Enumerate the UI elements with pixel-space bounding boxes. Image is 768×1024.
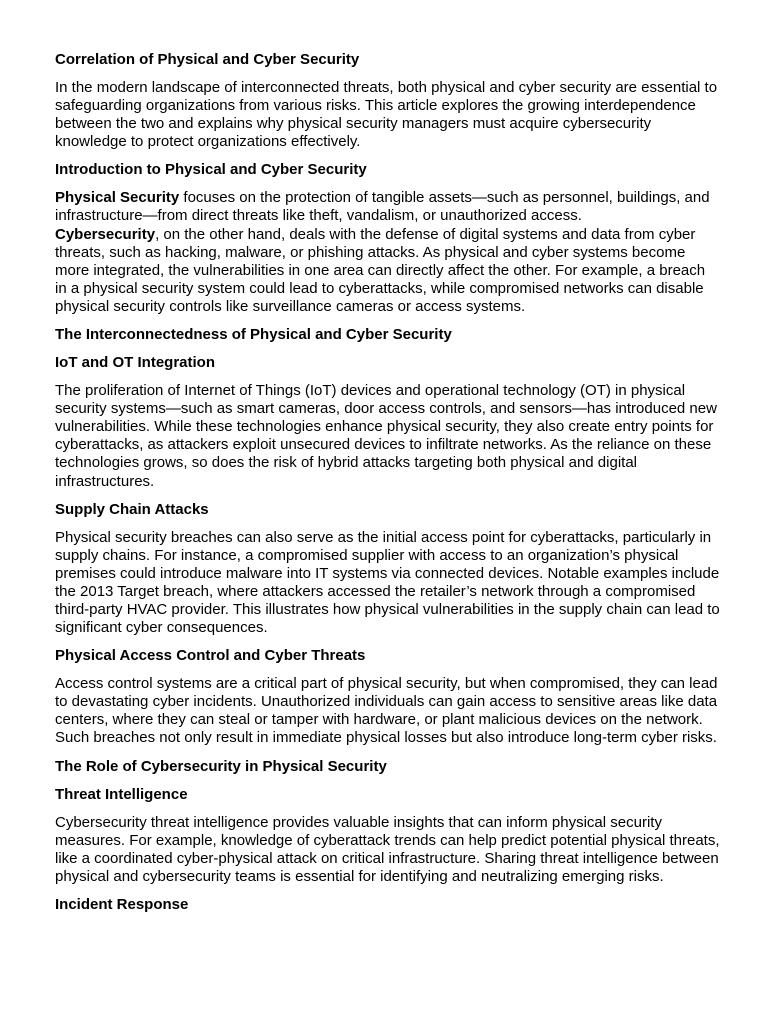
subheading-access-control: Physical Access Control and Cyber Threats [55, 647, 366, 665]
term-cybersecurity: Cybersecurity [55, 225, 156, 243]
intro-paragraph: In the modern landscape of interconnected threats, both physical and cyber security are essential to safeguarding organizations from various risks. This article explores the growing interdependence between the two and explains why physical security managers must acquire cybersecurity knowledge to protect organizations effectively. [55, 79, 718, 151]
cybersecurity-text: , on the other hand, deals with the defense of digital systems and data from cyber threats, such as hacking, malware, or phishing attacks. As physical and cyber systems become more integrated, the vulnerabilities in one area can directly affect the other. For example, a breach in a physical security system could lead to cyberattacks, while compromised networks can disable physical security controls like surveillance cameras or access systems. [55, 225, 706, 315]
subheading-supply-chain: Supply Chain Attacks [55, 500, 209, 518]
section-heading-introduction: Introduction to Physical and Cyber Security [55, 161, 367, 179]
section-heading-role-of-cybersecurity: The Role of Cybersecurity in Physical Security [55, 757, 387, 775]
term-physical-security: Physical Security [55, 189, 180, 207]
subheading-incident-response: Incident Response [55, 895, 189, 913]
subheading-threat-intelligence: Threat Intelligence [55, 785, 188, 803]
document-title: Correlation of Physical and Cyber Security [55, 51, 360, 68]
threat-intelligence-paragraph: Cybersecurity threat intelligence provides valuable insights that can inform physical security measures. For example, knowledge of cyberattack trends can help predict potential physical threats, like a coordinated cyber-physical attack on critical infrastructure. Sharing threat intelligence between physical and cybersecurity teams is essential for identifying and neutralizing emerging risks. [55, 813, 720, 885]
section-heading-interconnectedness: The Interconnectedness of Physical and Cyber Security [55, 326, 452, 344]
access-control-paragraph: Access control systems are a critical part of physical security, but when compromised, they can lead to devastating cyber incidents. Unauthorized individuals can gain access to sensitive areas like data centers, where they can steal or tamper with hardware, or plant malicious devices on the network. Such breaches not only result in immediate physical losses but also introduce long-term cyber risks. [55, 675, 718, 747]
subheading-iot-ot: IoT and OT Integration [55, 354, 215, 372]
document-page [55, 51, 720, 924]
physical-security-text: focuses on the protection of tangible assets—such as personnel, buildings, and infrastructure—from direct threats like theft, vandalism, or unauthorized access. [55, 189, 710, 225]
iot-ot-paragraph: The proliferation of Internet of Things (IoT) devices and operational technology (OT) in physical security systems—such as smart cameras, door access controls, and sensors—has introduced new vulnerabilities. While these technologies enhance physical security, they also create entry points for cyberattacks, as attackers exploit unsecured devices to infiltrate networks. As the reliance on these technologies grows, so does the risk of hybrid attacks targeting both physical and digital infrastructures. [55, 382, 717, 490]
supply-chain-paragraph: Physical security breaches can also serve as the initial access point for cyberattacks, particularly in supply chains. For instance, a compromised supplier with access to an organization’s physical premises could introduce malware into IT systems via connected devices. Notable examples include the 2013 Target breach, where attackers accessed the retailer’s network through a compromised third-party HVAC provider. This illustrates how physical vulnerabilities in the supply chain can lead to significant cyber consequences. [55, 528, 720, 637]
introduction-paragraph [55, 189, 720, 316]
